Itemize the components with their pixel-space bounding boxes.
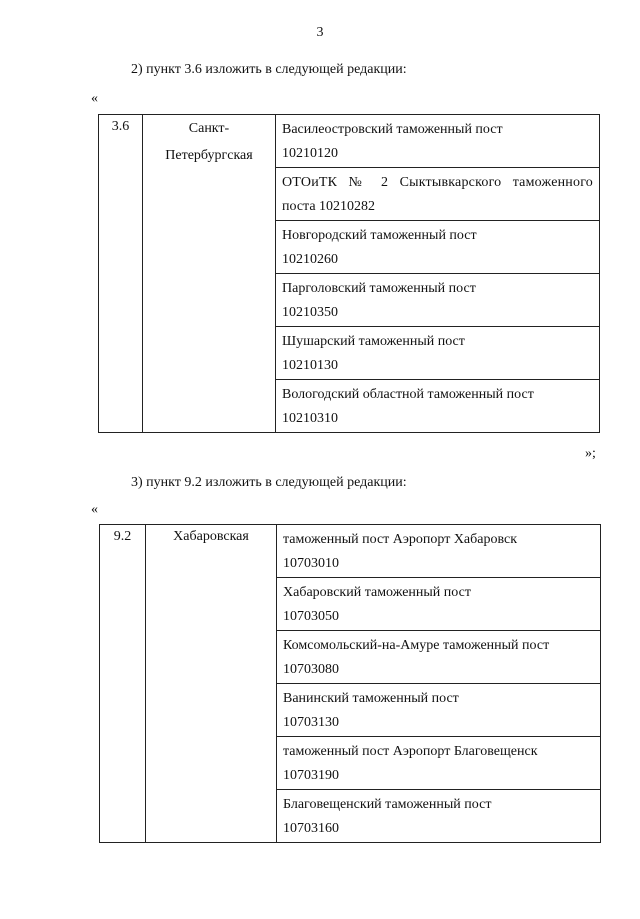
post-code: 10703130	[283, 715, 339, 730]
post-cell	[277, 631, 601, 684]
post-name: Парголовский таможенный пост	[282, 281, 476, 296]
post-name: Вологодский областной таможенный пост	[282, 387, 534, 402]
post-cell	[277, 525, 601, 578]
post-cell	[276, 327, 600, 380]
post-name: Благовещенский таможенный пост	[283, 797, 492, 812]
section3-table	[99, 524, 601, 843]
post-cell	[276, 380, 600, 433]
post-code: 10210310	[282, 411, 338, 426]
region-line: Петербургская	[165, 148, 253, 163]
post-name: Василеостровский таможенный пост	[282, 122, 503, 137]
post-code: 10210120	[282, 146, 338, 161]
item-number: 3.6	[99, 115, 143, 433]
post-cell	[276, 168, 600, 221]
section2-table	[98, 114, 600, 433]
post-cell	[277, 578, 601, 631]
post-name: Шушарский таможенный пост	[282, 334, 465, 349]
post-code: 10703160	[283, 821, 339, 836]
post-code: 10703190	[283, 768, 339, 783]
post-name: Хабаровский таможенный пост	[283, 585, 471, 600]
post-cell	[277, 684, 601, 737]
post-name: таможенный пост Аэропорт Хабаровск	[283, 532, 518, 547]
post-code: 10703080	[283, 662, 339, 677]
post-name: Ванинский таможенный пост	[283, 691, 459, 706]
post-name: таможенный пост Аэропорт Благовещенск	[283, 744, 538, 759]
region-cell: Хабаровская	[146, 525, 277, 843]
item-number: 9.2	[100, 525, 146, 843]
section2-intro: 2) пункт 3.6 изложить в следующей редакции:	[131, 62, 407, 77]
post-name: Комсомольский-на-Амуре таможенный пост	[283, 638, 550, 653]
post-cell	[276, 115, 600, 168]
post-code: 10210350	[282, 305, 338, 320]
page-number: 3	[316, 25, 324, 40]
post-code: поста 10210282	[282, 199, 376, 214]
table-row	[100, 525, 601, 578]
section2-open-quote: «	[91, 91, 98, 106]
post-code: 10210130	[282, 358, 338, 373]
post-code: 10703050	[283, 609, 339, 624]
post-code: 10210260	[282, 252, 338, 267]
post-code: 10703010	[283, 556, 339, 571]
table-row	[99, 115, 600, 168]
post-cell	[276, 274, 600, 327]
post-cell	[277, 790, 601, 843]
post-cell	[276, 221, 600, 274]
post-name: ОТОиТК № 2 Сыктывкарского таможенного	[282, 175, 593, 190]
section2-close-quote: »;	[585, 446, 596, 461]
section3-intro: 3) пункт 9.2 изложить в следующей редакции:	[131, 475, 407, 490]
post-cell	[277, 737, 601, 790]
section3-open-quote: «	[91, 502, 98, 517]
post-name: Новгородский таможенный пост	[282, 228, 477, 243]
region-line: Санкт-	[188, 121, 230, 136]
region-cell	[143, 115, 276, 433]
